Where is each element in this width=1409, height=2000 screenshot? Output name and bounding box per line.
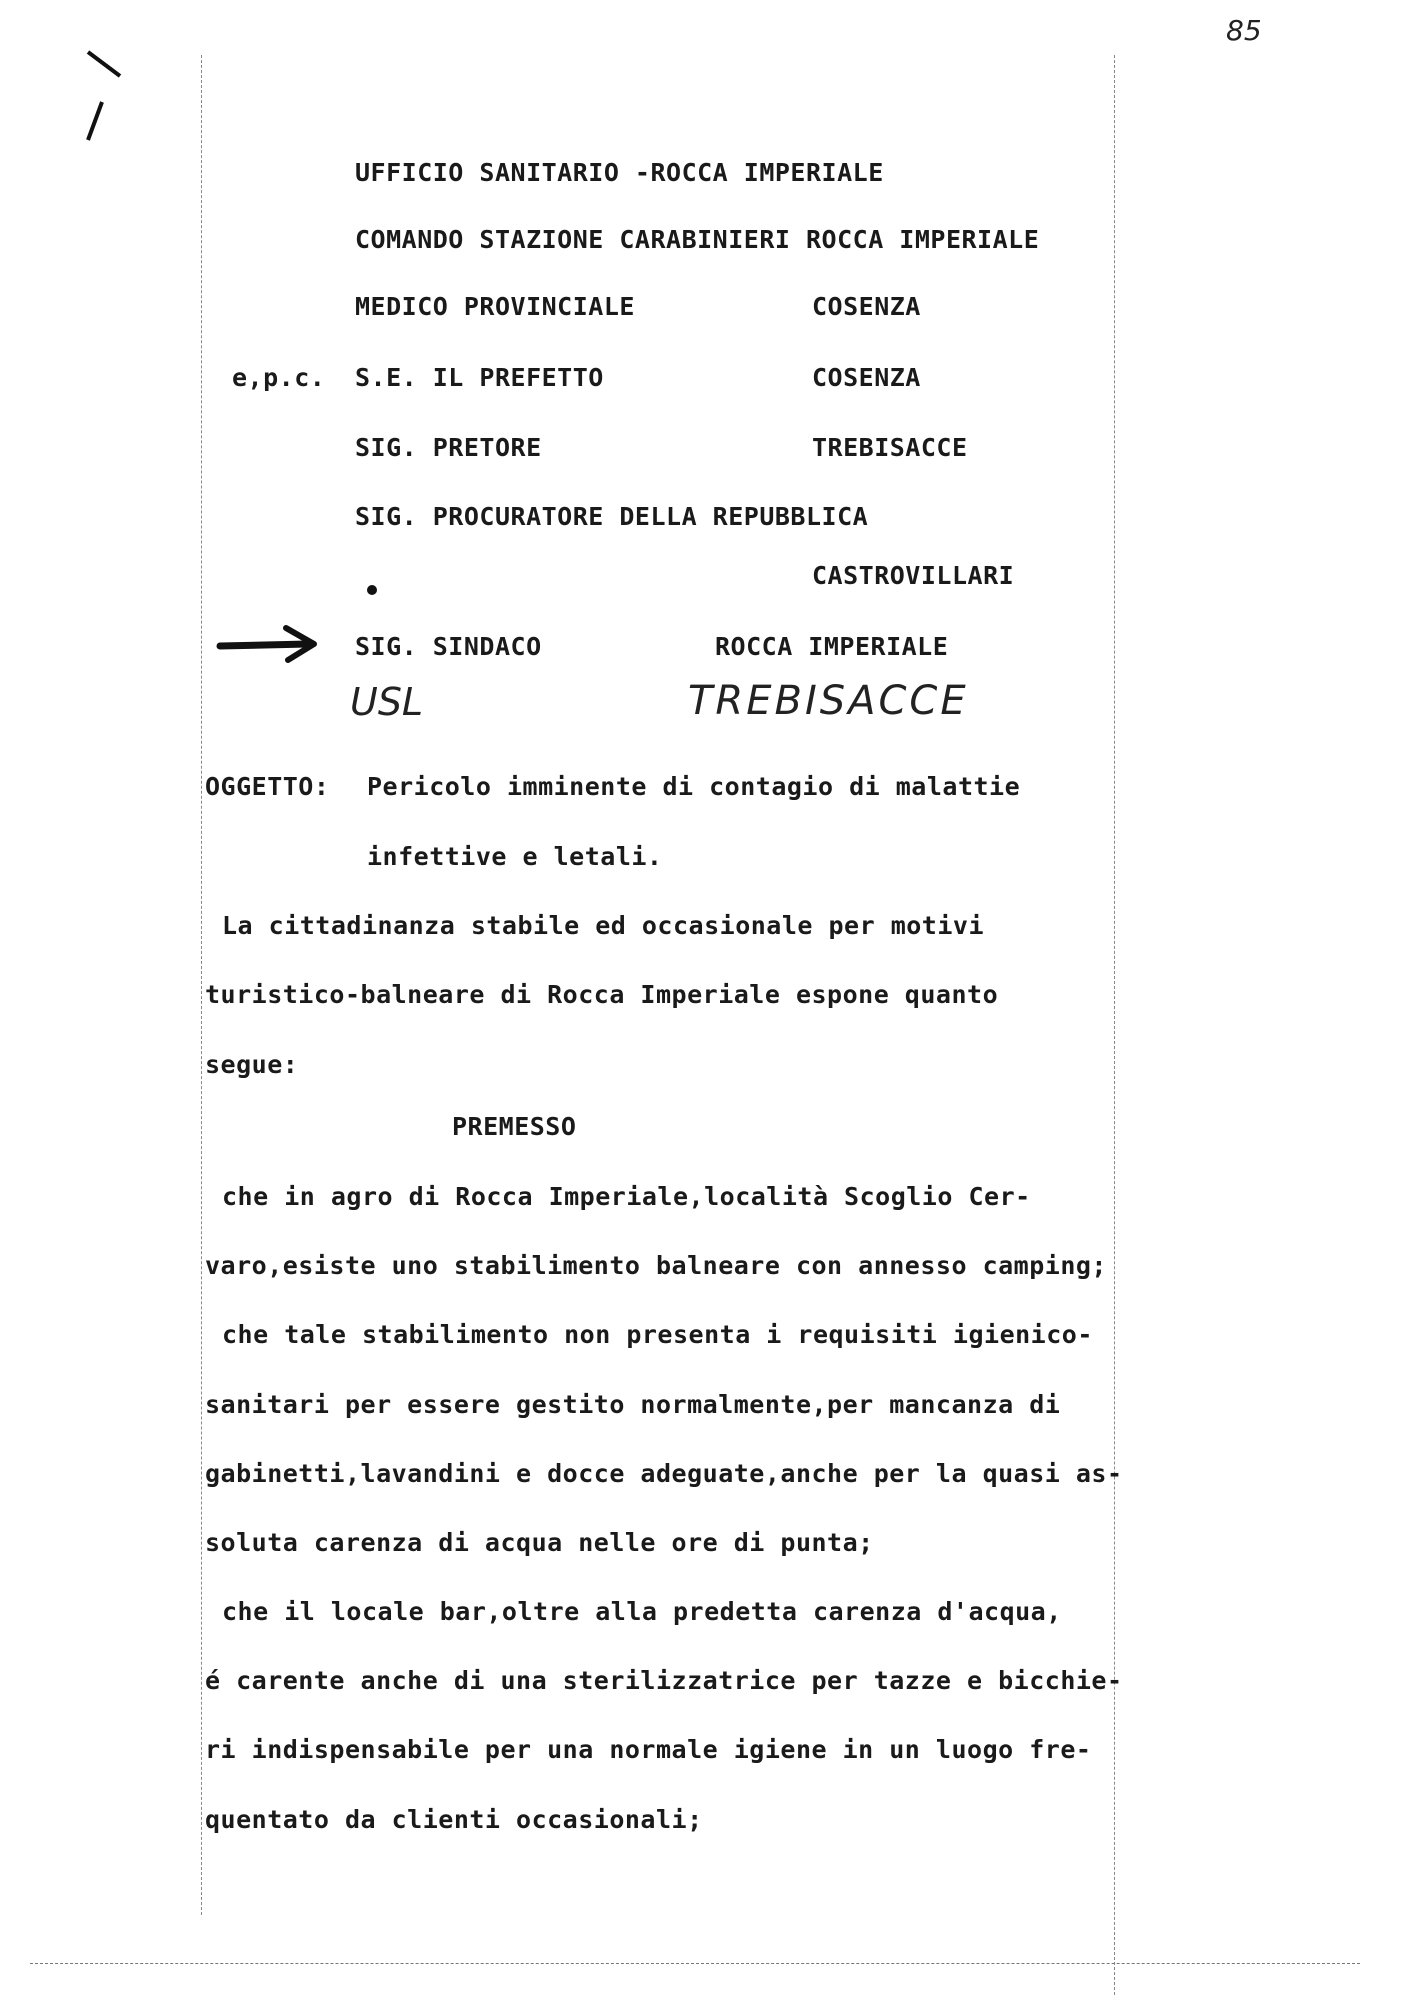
- arrow-icon: [216, 620, 326, 670]
- premesso-heading: PREMESSO: [452, 1112, 577, 1141]
- addressee-place: CASTROVILLARI: [812, 561, 1015, 590]
- subject-label: OGGETTO:: [205, 772, 330, 801]
- handwritten-trebisacce: TREBISACCE: [688, 678, 969, 724]
- addressee-name: COMANDO STAZIONE CARABINIERI ROCCA IMPERIALE: [355, 225, 1040, 254]
- paragraph-line: soluta carenza di acqua nelle ore di punta;: [205, 1528, 874, 1557]
- addressee-place: COSENZA: [812, 292, 921, 321]
- paragraph-line: é carente anche di una sterilizzatrice per tazze e bicchie-: [205, 1666, 1123, 1695]
- margin-marks: [60, 40, 140, 160]
- addressee-name: SIG. PRETORE: [355, 433, 542, 462]
- page-number: 85: [1226, 14, 1262, 47]
- slash-mark-1: [88, 52, 120, 76]
- guide-line-vertical-right: [1114, 55, 1115, 1995]
- paragraph-line: quentato da clienti occasionali;: [205, 1805, 703, 1834]
- guide-line-vertical-left: [201, 55, 202, 1915]
- subject-line-2: infettive e letali.: [367, 842, 663, 871]
- addressee-name: SIG. PROCURATORE DELLA REPUBBLICA: [355, 502, 869, 531]
- bullet-dot: [367, 585, 377, 595]
- addressee-place: COSENZA: [812, 363, 921, 392]
- addressee-name: S.E. IL PREFETTO: [355, 363, 604, 392]
- addressee-name: MEDICO PROVINCIALE: [355, 292, 635, 321]
- paragraph-line: varo,esiste uno stabilimento balneare con annesso camping;: [205, 1251, 1107, 1280]
- addressee-name: SIG. SINDACO: [355, 632, 542, 661]
- paragraph-line: sanitari per essere gestito normalmente,per mancanza di: [205, 1390, 1061, 1419]
- subject-line-1: Pericolo imminente di contagio di malattie: [367, 772, 1021, 801]
- paragraph-line: ri indispensabile per una normale igiene in un luogo fre-: [205, 1735, 1092, 1764]
- paragraph-line: che il locale bar,oltre alla predetta carenza d'acqua,: [222, 1597, 1062, 1626]
- addressee-prefix: e,p.c.: [232, 363, 326, 392]
- handwritten-usl: USL: [350, 680, 424, 724]
- addressee-name: UFFICIO SANITARIO -ROCCA IMPERIALE: [355, 158, 884, 187]
- body-line: La cittadinanza stabile ed occasionale per motivi: [222, 911, 985, 940]
- body-line: turistico-balneare di Rocca Imperiale espone quanto: [205, 980, 999, 1009]
- guide-line-bottom: [30, 1963, 1360, 1964]
- addressee-place: ROCCA IMPERIALE: [715, 632, 949, 661]
- addressee-place: TREBISACCE: [812, 433, 968, 462]
- body-line: segue:: [205, 1050, 299, 1079]
- slash-mark-2: [88, 102, 102, 140]
- paragraph-line: che tale stabilimento non presenta i requisiti igienico-: [222, 1320, 1093, 1349]
- paragraph-line: che in agro di Rocca Imperiale,località Scoglio Cer-: [222, 1182, 1031, 1211]
- paragraph-line: gabinetti,lavandini e docce adeguate,anche per la quasi as-: [205, 1459, 1123, 1488]
